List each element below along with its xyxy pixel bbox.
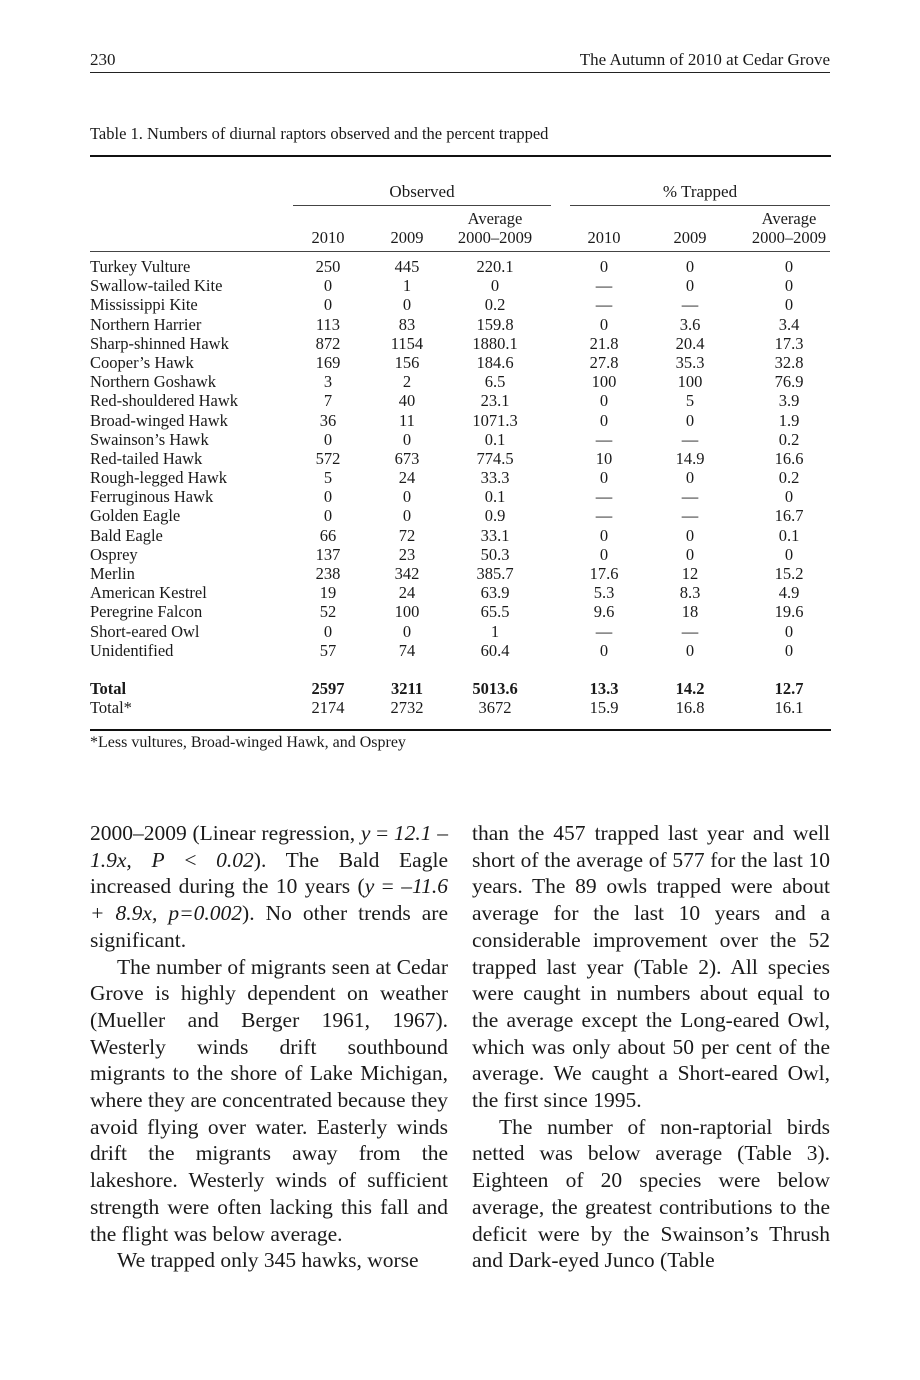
table-cell: 0: [784, 257, 794, 276]
table-cell: 24: [398, 583, 416, 603]
table-row: [90, 257, 832, 276]
table-cell: 774.5: [476, 448, 514, 468]
species-name: American Kestrel: [90, 583, 207, 603]
species-name: Red-tailed Hawk: [90, 448, 203, 468]
table-cell: 35.3: [675, 352, 705, 372]
table-cell: 40: [398, 391, 416, 411]
table-cell: 36: [319, 410, 337, 430]
species-name: Mississippi Kite: [90, 295, 198, 315]
body-column-left: [90, 820, 448, 1274]
table-cell: 6.5: [484, 372, 506, 392]
table-cell: 3211: [390, 678, 424, 698]
col-header-obs-2009: [379, 209, 435, 247]
species-name: Total*: [90, 698, 132, 718]
table-cell: 0: [784, 295, 794, 315]
table-cell: 5: [685, 391, 695, 411]
table-cell: 7: [323, 391, 333, 411]
col-header-line: [293, 209, 363, 228]
species-name: Merlin: [90, 564, 135, 583]
table-cell: 4.9: [778, 583, 800, 603]
table-row: [90, 487, 832, 506]
table-cell: 169: [315, 352, 341, 372]
species-name: Unidentified: [90, 640, 174, 660]
table-cell: 10: [595, 448, 613, 468]
table-cell: 0: [402, 621, 412, 641]
table-cell: 1880.1: [472, 333, 518, 353]
body-paragraph: 2000–2009 (Linear regression, y = 12.1 – 1.9x, P < 0.02). The Bald Eagle increased during the 10 years (y = –11.6 + 8.9x, p=0.002). No other trends are significant.: [90, 821, 448, 952]
raptor-table: [90, 257, 832, 717]
species-name: Swainson’s Hawk: [90, 429, 209, 449]
table-cell: 0: [402, 487, 412, 507]
table-cell: 0: [784, 276, 794, 296]
table-cell: 572: [315, 448, 341, 468]
running-header: [90, 48, 830, 73]
running-title: The Autumn of 2010 at Cedar Grove: [579, 50, 830, 69]
table-cell: 3.4: [778, 314, 800, 334]
table-cell: 0.1: [484, 429, 506, 449]
page-number: 230: [90, 50, 116, 69]
table-cell: 0.9: [484, 506, 506, 526]
table-cell: 83: [398, 314, 416, 334]
table-cell: 673: [394, 448, 420, 468]
table-cell: —: [595, 621, 613, 641]
table-caption: Table 1. Numbers of diurnal raptors observed and the percent trapped: [90, 124, 549, 143]
table-cell: 0: [784, 621, 794, 641]
table-cell: 66: [319, 525, 337, 545]
table-cell: 0: [599, 391, 609, 411]
table-cell: 100: [591, 372, 617, 392]
table-cell: 0: [784, 544, 794, 564]
table-cell: 0: [599, 525, 609, 545]
table-cell: 11: [399, 410, 415, 430]
table-cell: 0: [323, 487, 333, 507]
table-cell: 1071.3: [472, 410, 518, 430]
table-cell: 3.6: [679, 314, 701, 334]
table-cell: —: [681, 295, 699, 315]
table-cell: —: [595, 276, 613, 296]
table-cell: 33.1: [480, 525, 510, 545]
table-cell: 0: [784, 640, 794, 660]
group-header-trapped: % Trapped: [662, 182, 738, 201]
table-cell: 5013.6: [472, 678, 518, 698]
table-cell: 100: [677, 372, 703, 392]
body-paragraph: than the 457 trapped last year and well short of the average of 577 for the last 10 years. The 89 owls trapped were about average for the last 10 years and a considerable improvement over the 52 trapped last year (Table 2). All species were caught in numbers about equal to the average except the Long-eared Owl, which was only about 50 per cent of the average. We caught a Short-eared Owl, the first since 1995.: [472, 821, 830, 1113]
table-row: [90, 391, 832, 410]
col-header-line: 2000–2009: [457, 228, 533, 247]
table-cell: 250: [315, 257, 341, 276]
table-cell: 33.3: [480, 468, 510, 488]
col-header-trap-2009: [657, 209, 723, 247]
table-cell: 137: [315, 544, 341, 564]
table-cell: 32.8: [774, 352, 804, 372]
table-row: [90, 698, 832, 717]
table-row: [90, 295, 832, 314]
body-paragraph: We trapped only 345 hawks, worse: [117, 1248, 419, 1273]
table-cell: 27.8: [589, 352, 619, 372]
table-cell: 220.1: [476, 257, 514, 276]
species-name: Ferruginous Hawk: [90, 487, 214, 507]
table-cell: —: [595, 295, 613, 315]
col-header-trap-average: [741, 209, 837, 247]
table-cell: 16.1: [774, 698, 804, 718]
table-cell: 0: [599, 257, 609, 276]
body-column-right: [472, 820, 830, 1274]
species-name: Osprey: [90, 544, 138, 564]
table-row: [90, 449, 832, 468]
table-cell: 9.6: [593, 602, 615, 622]
table-cell: 60.4: [480, 640, 510, 660]
species-name: Golden Eagle: [90, 506, 181, 526]
table-cell: 156: [394, 352, 420, 372]
table-cell: 159.8: [476, 314, 514, 334]
table-cell: 21.8: [589, 333, 619, 353]
table-cell: 0.2: [778, 468, 800, 488]
col-header-line: 2000–2009: [751, 228, 827, 247]
table-cell: 0: [599, 640, 609, 660]
body-paragraph: The number of non-raptorial birds netted was below average (Table 3). Eighteen of 20 species were below average, the greatest contributions to the deficit were by the Swainson’s Thrush and Dark-eyed Junco (Table: [472, 1114, 830, 1273]
table-cell: 1: [402, 276, 412, 296]
table-cell: 0.2: [778, 429, 800, 449]
table-row: [90, 602, 832, 621]
table-cell: 1: [490, 621, 500, 641]
species-name: Northern Goshawk: [90, 372, 217, 392]
table-row: [90, 430, 832, 449]
table-cell: 0.1: [778, 525, 800, 545]
table-row: [90, 545, 832, 564]
table-cell: 0: [685, 276, 695, 296]
table-cell: 0: [685, 468, 695, 488]
species-name: Short-eared Owl: [90, 621, 200, 641]
table-footnote: *Less vultures, Broad-winged Hawk, and Osprey: [90, 734, 406, 751]
table-cell: 3672: [478, 698, 512, 718]
table-cell: 5.3: [593, 583, 615, 603]
table-cell: 0: [599, 468, 609, 488]
observed-span-rule: [293, 205, 551, 206]
table-cell: 19.6: [774, 602, 804, 622]
table-cell: 5: [323, 468, 333, 488]
col-header-obs-average: [447, 209, 543, 247]
table-row: [90, 679, 832, 698]
table-top-rule: [90, 155, 831, 157]
table-row: [90, 372, 832, 391]
table-cell: 65.5: [480, 602, 510, 622]
table-cell: 0: [599, 410, 609, 430]
species-name: Cooper’s Hawk: [90, 352, 194, 372]
table-cell: 0: [323, 295, 333, 315]
species-name: Rough-legged Hawk: [90, 468, 228, 488]
table-cell: 3.9: [778, 391, 800, 411]
species-name: Sharp-shinned Hawk: [90, 333, 229, 353]
table-cell: 18: [681, 602, 699, 622]
table-cell: 0: [323, 429, 333, 449]
table-row: [90, 353, 832, 372]
table-row: [90, 411, 832, 430]
species-name: Turkey Vulture: [90, 257, 191, 276]
table-cell: 23: [398, 544, 416, 564]
species-name: Peregrine Falcon: [90, 602, 203, 622]
table-cell: 0: [323, 276, 333, 296]
col-header-trap-2010: [569, 209, 639, 247]
table-cell: 238: [315, 564, 341, 583]
table-cell: 0: [402, 506, 412, 526]
table-cell: 13.3: [589, 678, 619, 698]
table-cell: 113: [315, 314, 341, 334]
col-header-line: Average: [467, 209, 523, 228]
table-cell: 0: [685, 640, 695, 660]
table-cell: 74: [398, 640, 416, 660]
table-bottom-rule: [90, 729, 831, 731]
species-name: Bald Eagle: [90, 525, 163, 545]
table-cell: 15.2: [774, 564, 804, 583]
table-cell: —: [681, 429, 699, 449]
table-cell: 0: [402, 295, 412, 315]
table-cell: 12.7: [774, 678, 804, 698]
table-cell: 8.3: [679, 583, 701, 603]
table-cell: 100: [394, 602, 420, 622]
table-cell: 57: [319, 640, 337, 660]
table-row: [90, 506, 832, 525]
table-cell: —: [595, 429, 613, 449]
table-cell: 50.3: [480, 544, 510, 564]
table-cell: 0: [490, 276, 500, 296]
table-cell: 12: [681, 564, 699, 583]
table-cell: 17.6: [589, 564, 619, 583]
table-cell: 0: [685, 257, 695, 276]
table-cell: 19: [319, 583, 337, 603]
table-cell: 385.7: [476, 564, 514, 583]
table-row: [90, 583, 832, 602]
col-header-line: 2009: [390, 228, 424, 247]
col-header-line: Average: [761, 209, 817, 228]
col-header-obs-2010: [293, 209, 363, 247]
table-row: [90, 334, 832, 353]
species-name: Swallow-tailed Kite: [90, 276, 223, 296]
table-cell: 0: [599, 544, 609, 564]
table-cell: 0: [685, 544, 695, 564]
table-cell: 72: [398, 525, 416, 545]
table-cell: 1154: [390, 333, 424, 353]
table-cell: 76.9: [774, 372, 804, 392]
table-cell: 16.8: [675, 698, 705, 718]
table-row: [90, 622, 832, 641]
table-cell: 17.3: [774, 333, 804, 353]
table-cell: 2597: [311, 678, 345, 698]
table-cell: 0: [685, 525, 695, 545]
table-cell: 0: [402, 429, 412, 449]
table-cell: —: [595, 506, 613, 526]
table-cell: 0.1: [484, 487, 506, 507]
col-header-line: [379, 209, 435, 228]
table-cell: 15.9: [589, 698, 619, 718]
col-header-line: 2010: [587, 228, 621, 247]
table-cell: 1.9: [778, 410, 800, 430]
species-name: Total: [90, 678, 127, 698]
table-cell: 2: [402, 372, 412, 392]
table-cell: —: [681, 487, 699, 507]
table-row: [90, 276, 832, 295]
table-cell: 445: [394, 257, 420, 276]
table-cell: 24: [398, 468, 416, 488]
table-row: [90, 641, 832, 660]
table-cell: 0: [323, 621, 333, 641]
table-cell: 63.9: [480, 583, 510, 603]
table-cell: 0: [685, 410, 695, 430]
trapped-span-rule: [570, 205, 830, 206]
table-cell: 872: [315, 333, 341, 353]
table-row: [90, 564, 832, 583]
table-cell: 0: [323, 506, 333, 526]
col-header-line: 2009: [673, 228, 707, 247]
group-header-observed: Observed: [389, 182, 455, 201]
header-bottom-rule: [90, 251, 830, 252]
table-cell: 23.1: [480, 391, 510, 411]
table-cell: 16.6: [774, 448, 804, 468]
table-cell: 342: [394, 564, 420, 583]
body-paragraph: The number of migrants seen at Cedar Grove is highly dependent on weather (Mueller and Berger 1961, 1967). Westerly winds drift southbound migrants to the shore of Lake Michigan, where they are concentrated because they avoid flying over water. Easterly winds drift the migrants away from the lakeshore. Westerly winds of sufficient strength were often lacking this fall and the flight was below average.: [90, 954, 448, 1246]
table-cell: —: [681, 506, 699, 526]
table-cell: 16.7: [774, 506, 804, 526]
table-row: [90, 315, 832, 334]
table-cell: —: [595, 487, 613, 507]
col-header-line: 2010: [311, 228, 345, 247]
table-cell: 52: [319, 602, 337, 622]
col-header-line: [657, 209, 723, 228]
table-cell: 0.2: [484, 295, 506, 315]
table-row: [90, 526, 832, 545]
table-row: [90, 468, 832, 487]
species-name: Northern Harrier: [90, 314, 202, 334]
col-header-line: [569, 209, 639, 228]
table-cell: 0: [784, 487, 794, 507]
table-cell: 14.9: [675, 448, 705, 468]
table-cell: 3: [323, 372, 333, 392]
table-cell: 2174: [311, 698, 345, 718]
table-cell: —: [681, 621, 699, 641]
table-cell: 0: [599, 314, 609, 334]
table-cell: 20.4: [675, 333, 705, 353]
table-cell: 184.6: [476, 352, 514, 372]
species-name: Broad-winged Hawk: [90, 410, 228, 430]
species-name: Red-shouldered Hawk: [90, 391, 239, 411]
table-cell: 2732: [390, 698, 424, 718]
table-cell: 14.2: [675, 678, 705, 698]
